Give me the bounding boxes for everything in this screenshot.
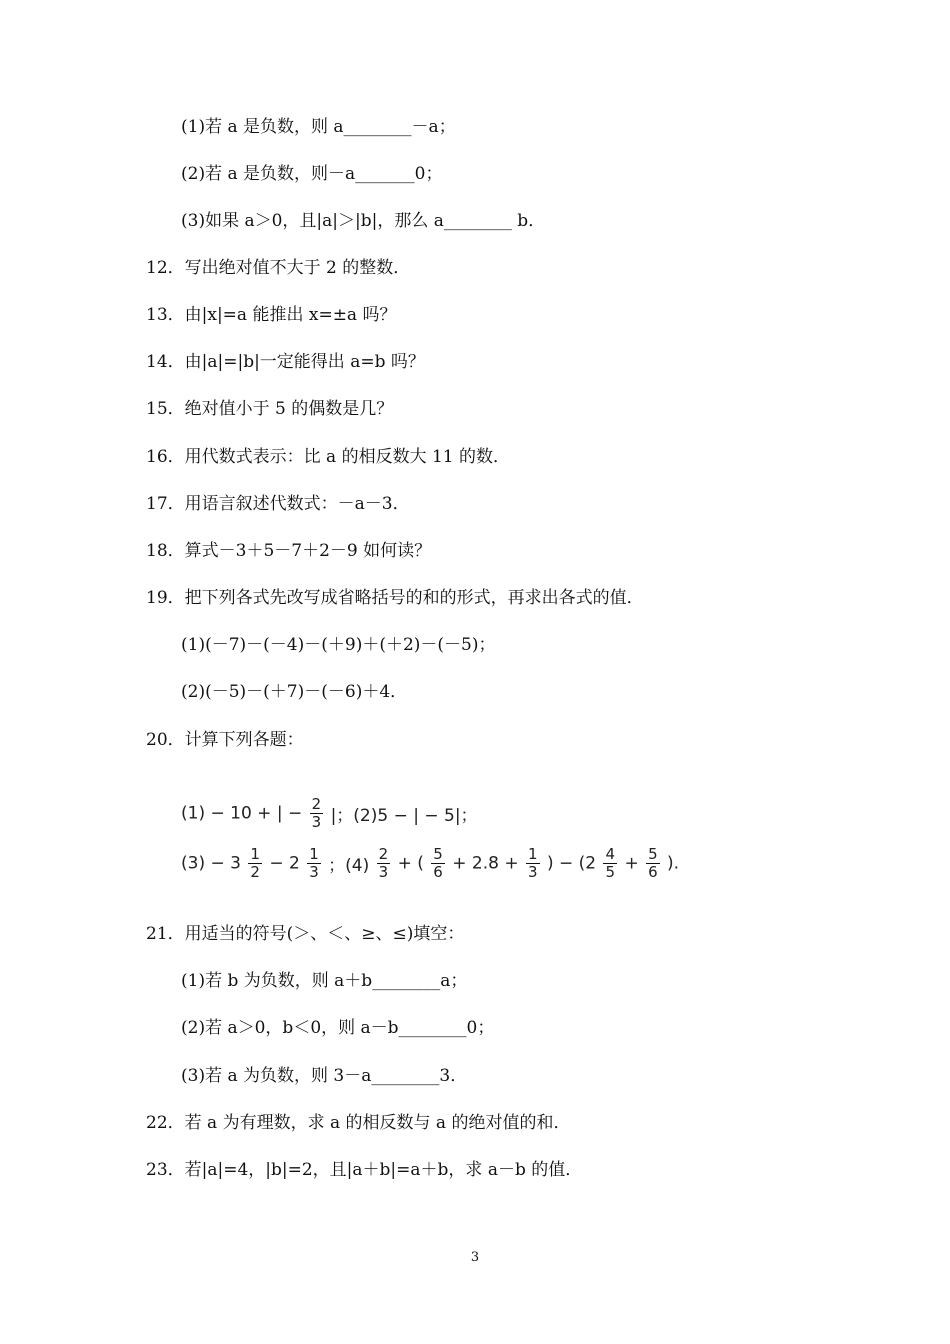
q21-part3: (3)若 a 为负数，则 3－a________3． bbox=[181, 1066, 468, 1086]
question-22: 22．若 a 为有理数，求 a 的相反数与 a 的绝对值的和． bbox=[146, 1113, 571, 1133]
question-18: 18．算式－3＋5－7＋2－9 如何读？ bbox=[146, 541, 432, 561]
question-20: 20．计算下列各题： bbox=[146, 730, 304, 750]
fraction-denominator: 2 bbox=[250, 863, 260, 881]
q19-part1: (1)(－7)－(－4)－(＋9)＋(＋2)－(－5)； bbox=[181, 635, 496, 655]
q20-p4-text-b: + 2.8 + bbox=[452, 853, 519, 874]
q11-part2: (2)若 a 是负数，则－a_______0； bbox=[181, 164, 443, 184]
q20-p4-text-a: + ( bbox=[397, 853, 424, 874]
fraction bbox=[603, 846, 617, 881]
q20-p3-text-b: − 2 bbox=[269, 853, 300, 874]
q20-math-row2 bbox=[181, 846, 679, 881]
q19-part2: (2)(－5)－(＋7)－(－6)＋4． bbox=[181, 682, 408, 702]
q20-p4-text-d: + bbox=[624, 853, 639, 874]
page-number: 3 bbox=[470, 1250, 480, 1265]
q20-p4-text-e: ). bbox=[667, 853, 680, 874]
fraction bbox=[307, 846, 321, 881]
fraction-numerator: 4 bbox=[605, 845, 616, 863]
fraction-denominator: 6 bbox=[433, 863, 443, 881]
fraction bbox=[310, 796, 324, 831]
fraction bbox=[431, 846, 445, 881]
fraction-numerator: 1 bbox=[527, 845, 538, 863]
fraction-numerator: 2 bbox=[311, 795, 322, 813]
question-19: 19．把下列各式先改写成省略括号的和的形式，再求出各式的值． bbox=[146, 588, 644, 608]
fraction-numerator: 1 bbox=[250, 845, 260, 863]
q20-p1-text-a: (1) − 10 + | − bbox=[181, 803, 303, 824]
question-12: 12．写出绝对值不大于 2 的整数． bbox=[146, 258, 411, 278]
question-16: 16．用代数式表示：比 a 的相反数大 11 的数． bbox=[146, 447, 511, 467]
fraction-numerator: 2 bbox=[378, 845, 389, 863]
question-21: 21．用适当的符号(＞、＜、≥、≤)填空： bbox=[146, 924, 465, 944]
q20-p4-text-c: ) − (2 bbox=[546, 853, 597, 874]
fraction-denominator: 3 bbox=[527, 863, 538, 881]
fraction-denominator: 3 bbox=[309, 863, 319, 881]
fraction bbox=[526, 846, 540, 881]
fraction bbox=[248, 846, 262, 881]
q11-part1: (1)若 a 是负数，则 a________－a； bbox=[181, 117, 456, 137]
fraction-numerator: 1 bbox=[309, 845, 319, 863]
question-17: 17．用语言叙述代数式：－a－3． bbox=[146, 494, 410, 514]
fraction bbox=[646, 846, 660, 881]
question-13: 13．由|x|=a 能推出 x=±a 吗？ bbox=[146, 305, 397, 325]
q20-math-row1 bbox=[181, 796, 478, 831]
question-15: 15．绝对值小于 5 的偶数是几？ bbox=[146, 399, 394, 419]
q20-p3-text-a: (3) − 3 bbox=[181, 853, 241, 874]
fraction-denominator: 3 bbox=[311, 813, 322, 831]
fraction-denominator: 6 bbox=[648, 863, 658, 881]
fraction-denominator: 3 bbox=[378, 863, 389, 881]
q11-part3: (3)如果 a＞0，且|a|＞|b|，那么 a________ b． bbox=[181, 211, 546, 231]
question-14: 14．由|a|=|b|一定能得出 a=b 吗？ bbox=[146, 352, 425, 372]
fraction-denominator: 5 bbox=[605, 863, 616, 881]
question-23: 23．若|a|=4，|b|=2，且|a＋b|=a＋b，求 a－b 的值． bbox=[146, 1160, 583, 1180]
q21-part2: (2)若 a＞0，b＜0，则 a－b________0； bbox=[181, 1018, 495, 1038]
fraction-numerator: 5 bbox=[648, 845, 658, 863]
fraction bbox=[377, 846, 391, 881]
q20-p1-text-b: |；(2)5 − | − 5|； bbox=[330, 806, 478, 826]
q20-p3-text-c: ；(4) bbox=[328, 856, 370, 876]
fraction-numerator: 5 bbox=[433, 845, 443, 863]
q21-part1: (1)若 b 为负数，则 a＋b________a； bbox=[181, 971, 468, 991]
